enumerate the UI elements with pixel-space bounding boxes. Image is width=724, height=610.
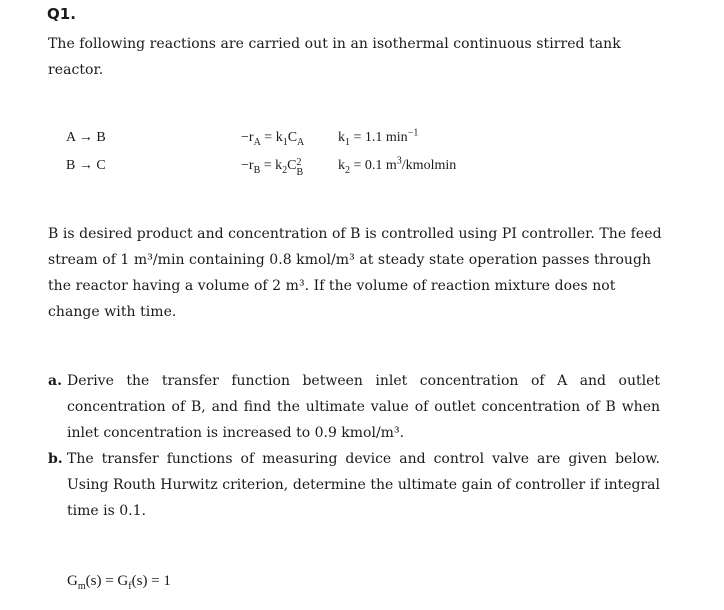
reaction-2-rate-law: $-r_B = k_2C$ 2 B	[241, 157, 304, 178]
question-title: Q1.	[47, 5, 76, 23]
question-intro: The following reactions are carried out in an isothermal continuous stirred tank reactor.	[48, 36, 621, 78]
reaction-1-rate-law: $-r_A = k_1C_A$	[241, 130, 305, 148]
problem-description: B is desired product and concentration of B is controlled using PI controller. The feed stream of 1 m³/min containing 0.8 kmol/m³ at steady state operation passes through the reactor having a volume of 2 m³. If the volume of reaction mixture does not change with time.	[48, 226, 662, 320]
part-a	[48, 368, 660, 446]
part-b-text: The transfer functions of measuring device and control valve are given below. Using Routh Hurwitz criterion, determine the ultimate gain of controller if integral time is 0.1.	[67, 451, 660, 519]
part-b-marker: b.	[48, 451, 63, 467]
reaction-2-equation: B → C	[66, 158, 106, 173]
part-a-marker: a.	[48, 373, 62, 389]
reaction-2-rate-constant: $k_2 = 0.1$ $m^3$/kmolmin	[338, 155, 457, 176]
part-b	[48, 446, 660, 524]
transfer-function-equation: $G_m(s) = G_f(s) = 1$	[67, 573, 171, 592]
reaction-1-rate-constant: $k_1 = 1.1$ $\min^{-1}$	[338, 127, 419, 148]
part-a-text: Derive the transfer function between inlet concentration of A and outlet concentration of B, and find the ultimate value of outlet concentration of B when inlet concentration is increased to 0.9 kmol/m³.	[67, 373, 660, 441]
reaction-1-equation: A → B	[66, 130, 106, 145]
